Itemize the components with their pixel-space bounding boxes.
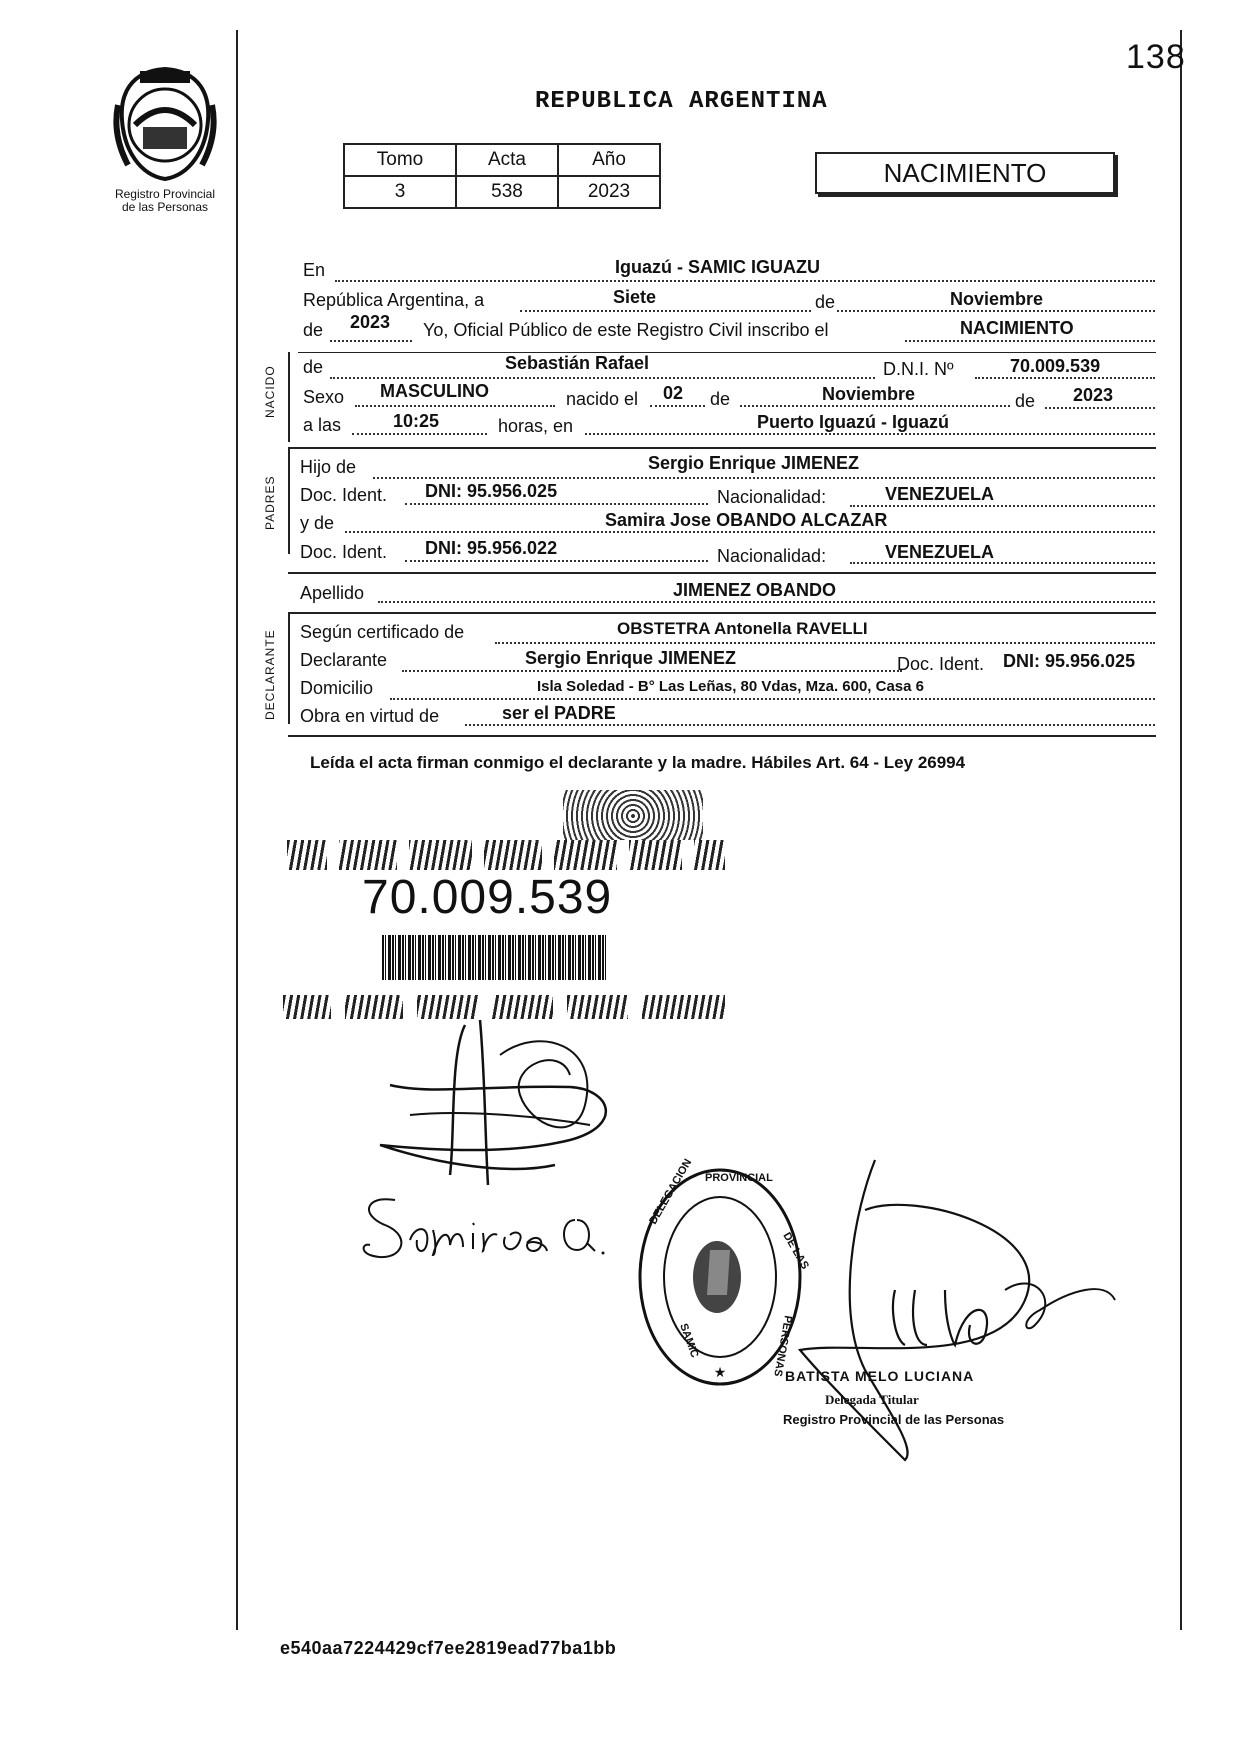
nacido-el-label: nacido el [566, 389, 639, 409]
y-de-label: y de [300, 513, 335, 533]
record-table-header-anio: Año [558, 144, 660, 176]
svg-text:SAMIC: SAMIC [677, 1321, 701, 1360]
apellido-dots [378, 601, 1155, 603]
nacido-place: Puerto Iguazú - Iguazú [757, 412, 949, 432]
nacido-month-dots [740, 405, 1010, 407]
father-doc: DNI: 95.956.025 [425, 481, 558, 501]
declarante-label: Declarante [300, 650, 388, 670]
mother-doc-label: Doc. Ident. [300, 542, 388, 562]
sexo-label: Sexo [303, 387, 345, 407]
svg-text:DELEGACION: DELEGACION [647, 1156, 695, 1227]
document-title: REPUBLICA ARGENTINA [535, 88, 828, 115]
domicilio-dots [390, 698, 1155, 700]
official-role: Delegada Titular [825, 1392, 919, 1407]
document-hash: e540aa7224429cf7ee2819ead77ba1bb [280, 1638, 617, 1658]
record-table-tomo: 3 [344, 176, 456, 208]
intro-de2-label: de [303, 320, 324, 340]
apellido-bottom-rule [288, 612, 1156, 614]
declarante-signature-icon [370, 1015, 640, 1190]
certificado-value: OBSTETRA Antonella RAVELLI [617, 619, 868, 638]
intro-event: NACIMIENTO [960, 318, 1074, 338]
madre-signature-icon [355, 1185, 625, 1270]
nacido-de2-label: de [710, 389, 731, 409]
mother-doc-dots [405, 560, 708, 562]
nacido-day-dots [650, 405, 705, 407]
declarante-bracket [288, 614, 290, 724]
nacido-name-dots [330, 377, 875, 379]
record-table-header-acta: Acta [456, 144, 558, 176]
mother-name: Samira Jose OBANDO ALCAZAR [605, 510, 888, 530]
birthplace-dots [585, 433, 1155, 435]
declarante-bottom-rule [288, 735, 1156, 737]
declarante-value: Sergio Enrique JIMENEZ [525, 648, 737, 668]
intro-day-word: Siete [613, 287, 657, 307]
father-nac-dots [850, 505, 1155, 507]
nacido-de3-label: de [1015, 391, 1036, 411]
nacido-day: 02 [663, 383, 684, 403]
republica-dots [520, 310, 1155, 312]
intro-month: Noviembre [950, 289, 1044, 309]
father-nac-label: Nacionalidad: [717, 487, 827, 507]
intro-place: Iguazú - SAMIC IGUAZU [615, 257, 820, 277]
en-label: En [303, 260, 326, 280]
svg-text:★: ★ [713, 1364, 727, 1380]
official-name: BATISTA MELO LUCIANA [785, 1368, 975, 1384]
time-dots [352, 433, 487, 435]
horas-label: horas, en [498, 416, 574, 436]
nacido-top-rule [298, 352, 1156, 353]
hijo-de-label: Hijo de [300, 457, 357, 477]
provincial-seal-icon [110, 65, 220, 183]
declarante-doc-label: Doc. Ident. [897, 654, 985, 674]
domicilio-label: Domicilio [300, 678, 374, 698]
father-doc-label: Doc. Ident. [300, 485, 388, 505]
logo-caption-line1: Registro Provincial [114, 187, 216, 201]
obra-value: ser el PADRE [502, 703, 616, 723]
father-doc-dots [405, 503, 708, 505]
nacido-de-label: de [303, 357, 324, 377]
nacido-dni: 70.009.539 [1010, 356, 1101, 376]
nacido-year-dots [1045, 407, 1155, 409]
nacido-time: 10:25 [393, 411, 440, 431]
certificado-label: Según certificado de [300, 622, 465, 642]
father-nationality: VENEZUELA [885, 484, 995, 504]
official-org: Registro Provincial de las Personas [783, 1412, 1005, 1427]
sexo-dots [355, 405, 555, 407]
padres-section-label: PADRES [263, 475, 277, 530]
apellido-label: Apellido [300, 583, 365, 603]
padres-top-rule [288, 447, 1156, 449]
domicilio-value: Isla Soledad - B° Las Leñas, 80 Vdas, Mza. 600, Casa 6 [537, 678, 925, 695]
nacido-month: Noviembre [822, 384, 916, 404]
logo-caption [90, 188, 240, 214]
mother-doc: DNI: 95.956.022 [425, 538, 558, 558]
year-dots [330, 340, 412, 342]
apellido-top-rule [288, 572, 1156, 574]
intro-year: 2023 [350, 312, 391, 332]
mother-nationality: VENEZUELA [885, 542, 995, 562]
father-name: Sergio Enrique JIMENEZ [648, 453, 860, 473]
right-margin-line [1180, 30, 1182, 1630]
en-dots [335, 280, 1155, 282]
nacido-sexo: MASCULINO [380, 381, 489, 401]
svg-text:DE LAS: DE LAS [780, 1230, 811, 1272]
page-number: 138 [1126, 38, 1186, 76]
mother-dots [345, 531, 1155, 533]
left-margin-line [236, 30, 238, 1630]
father-dots [373, 477, 1155, 479]
mother-nac-label: Nacionalidad: [717, 546, 827, 566]
declarante-section-label: DECLARANTE [263, 629, 277, 720]
padres-bracket [288, 449, 290, 554]
inscribo-label: Yo, Oficial Público de este Registro Civil inscribo el [423, 320, 829, 340]
security-hologram [563, 790, 703, 842]
barcode-icon [382, 935, 607, 980]
nacido-name: Sebastián Rafael [505, 353, 650, 373]
intro-de-label: de [815, 292, 836, 312]
logo-caption-line2: de las Personas [121, 200, 209, 214]
apellido-value: JIMENEZ OBANDO [673, 580, 837, 600]
declarante-dots [402, 670, 902, 672]
nacido-dni-dots [975, 377, 1155, 379]
official-stamp-icon [635, 1156, 811, 1390]
nacido-bracket [288, 352, 290, 442]
obra-dots [465, 724, 1155, 726]
republica-label: República Argentina, a [303, 290, 485, 310]
svg-text:PROVINCIAL: PROVINCIAL [705, 1172, 773, 1184]
certificado-dots [495, 642, 1155, 644]
record-table-header-tomo: Tomo [344, 144, 456, 176]
svg-text:PERSONAS: PERSONAS [771, 1314, 794, 1378]
sticker-id-number: 70.009.539 [362, 871, 613, 924]
nacido-dni-label: D.N.I. Nº [883, 359, 954, 379]
record-table [343, 143, 661, 209]
event-dots [905, 340, 1155, 342]
obra-label: Obra en virtud de [300, 706, 440, 726]
record-type-box: NACIMIENTO [815, 152, 1115, 194]
closing-note: Leída el acta firman conmigo el declarante y la madre. Hábiles Art. 64 - Ley 26994 [310, 753, 966, 772]
nacido-year: 2023 [1073, 385, 1114, 405]
nacido-section-label: NACIDO [263, 365, 277, 418]
madre-signature [355, 1185, 625, 1270]
a-las-label: a las [303, 415, 342, 435]
record-table-acta: 538 [456, 176, 558, 208]
record-table-anio: 2023 [558, 176, 660, 208]
sticker-top-stripe [287, 840, 725, 870]
declarante-doc: DNI: 95.956.025 [1003, 651, 1136, 671]
